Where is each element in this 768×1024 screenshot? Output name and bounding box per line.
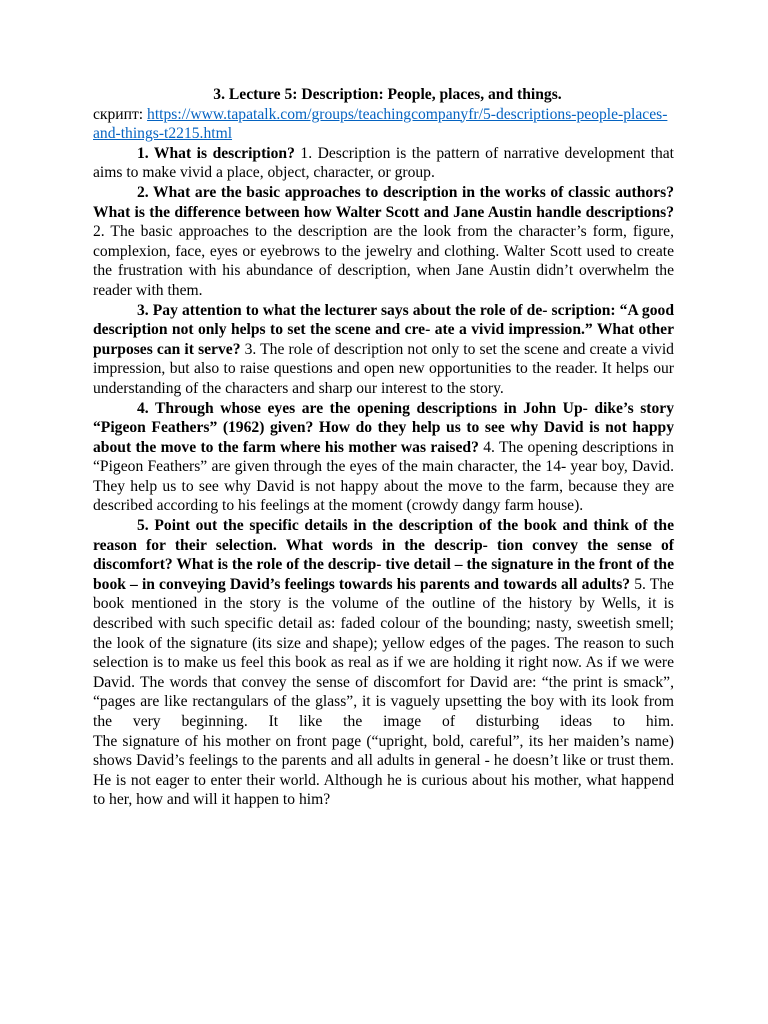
question-5: 5. Point out the specific details in the description of the book and think of the reason for their selection. What words in the descrip- tion convey the sense of discomfort? What is the role of the descrip- tive detail – the signature in the front of the book – in conveying David’s feelings towards his parents and towards all adults? <box>93 517 674 593</box>
answer-2: 2. The basic approaches to the description are the look from the character’s form, figure, complexion, face, eyes or eyebrows to the jewelry and clothing. Walter Scott used to create the frustration with his abundance of description, when Jane Austin didn’t overwhelm the reader with them. <box>93 223 674 299</box>
qa-item-3 <box>93 301 674 399</box>
script-line <box>93 105 674 144</box>
script-label: скрипт: <box>93 105 144 123</box>
answer-5: 5. The book mentioned in the story is the volume of the outline of the history by Wells, it is described with such specific detail as: faded colour of the bounding; nasty, sweetish smell; the look of the signature (its size and shape); yellow edges of the pages. The reason to such selection is to make us feel this book as real as if we are holding it right now. As if we were David. The words that convey the sense of discomfort for David are: “the print is smack”, “pages are like rectangulars of the glass”, it is vaguely upsetting the boy with its look from the very beginning. It like the image of disturbing ideas to him. <box>93 575 674 730</box>
question-1: 1. What is description? <box>137 144 295 162</box>
question-3: 3. Pay attention to what the lecturer says about the role of de- scription: “A good description not only helps to set the scene and cre- ate a vivid impression.” What other purposes can it serve? <box>93 301 674 358</box>
script-link[interactable]: https://www.tapatalk.com/groups/teachingcompanyfr/5-descriptions-people-places-and-things-t2215.html <box>93 105 668 143</box>
qa-item-5 <box>93 516 674 732</box>
answer-1: 1. Description is the pattern of narrative development that aims to make vivid a place, object, character, or group. <box>93 144 674 182</box>
qa-item-2 <box>93 183 674 301</box>
document-title: 3. Lecture 5: Description: People, places, and things. <box>213 86 562 103</box>
closing-paragraph: The signature of his mother on front page (“upright, bold, careful”, its her maiden’s name) shows David’s feelings to the parents and all adults in general - he doesn’t like or trust them. He is not eager to enter their world. Although he is curious about his mother, what happend to her, how and will it happen to him? <box>93 732 674 809</box>
qa-item-1 <box>93 144 674 183</box>
question-4: 4. Through whose eyes are the opening descriptions in John Up- dike’s story “Pigeon Feathers” (1962) given? How do they help us to see why David is not happy about the move to the farm where his mother was raised? <box>93 399 674 456</box>
question-2: 2. What are the basic approaches to description in the works of classic authors? What is the difference between how Walter Scott and Jane Austin handle descriptions? <box>93 183 674 221</box>
document-page <box>93 85 674 810</box>
answer-4: 4. The opening descriptions in “Pigeon Feathers” are given through the eyes of the main character, the 14- year boy, David. They help us to see why David is not happy about the move to the farm, because they are described according to his feelings at the moment (crowdy dangy farm house). <box>93 438 674 515</box>
qa-item-4 <box>93 399 674 517</box>
answer-3: 3. The role of description not only to set the scene and create a vivid impression, but also to raise questions and open new opportunities to the reader. It helps our understanding of the characters and sharp our interest to the story. <box>93 340 674 397</box>
